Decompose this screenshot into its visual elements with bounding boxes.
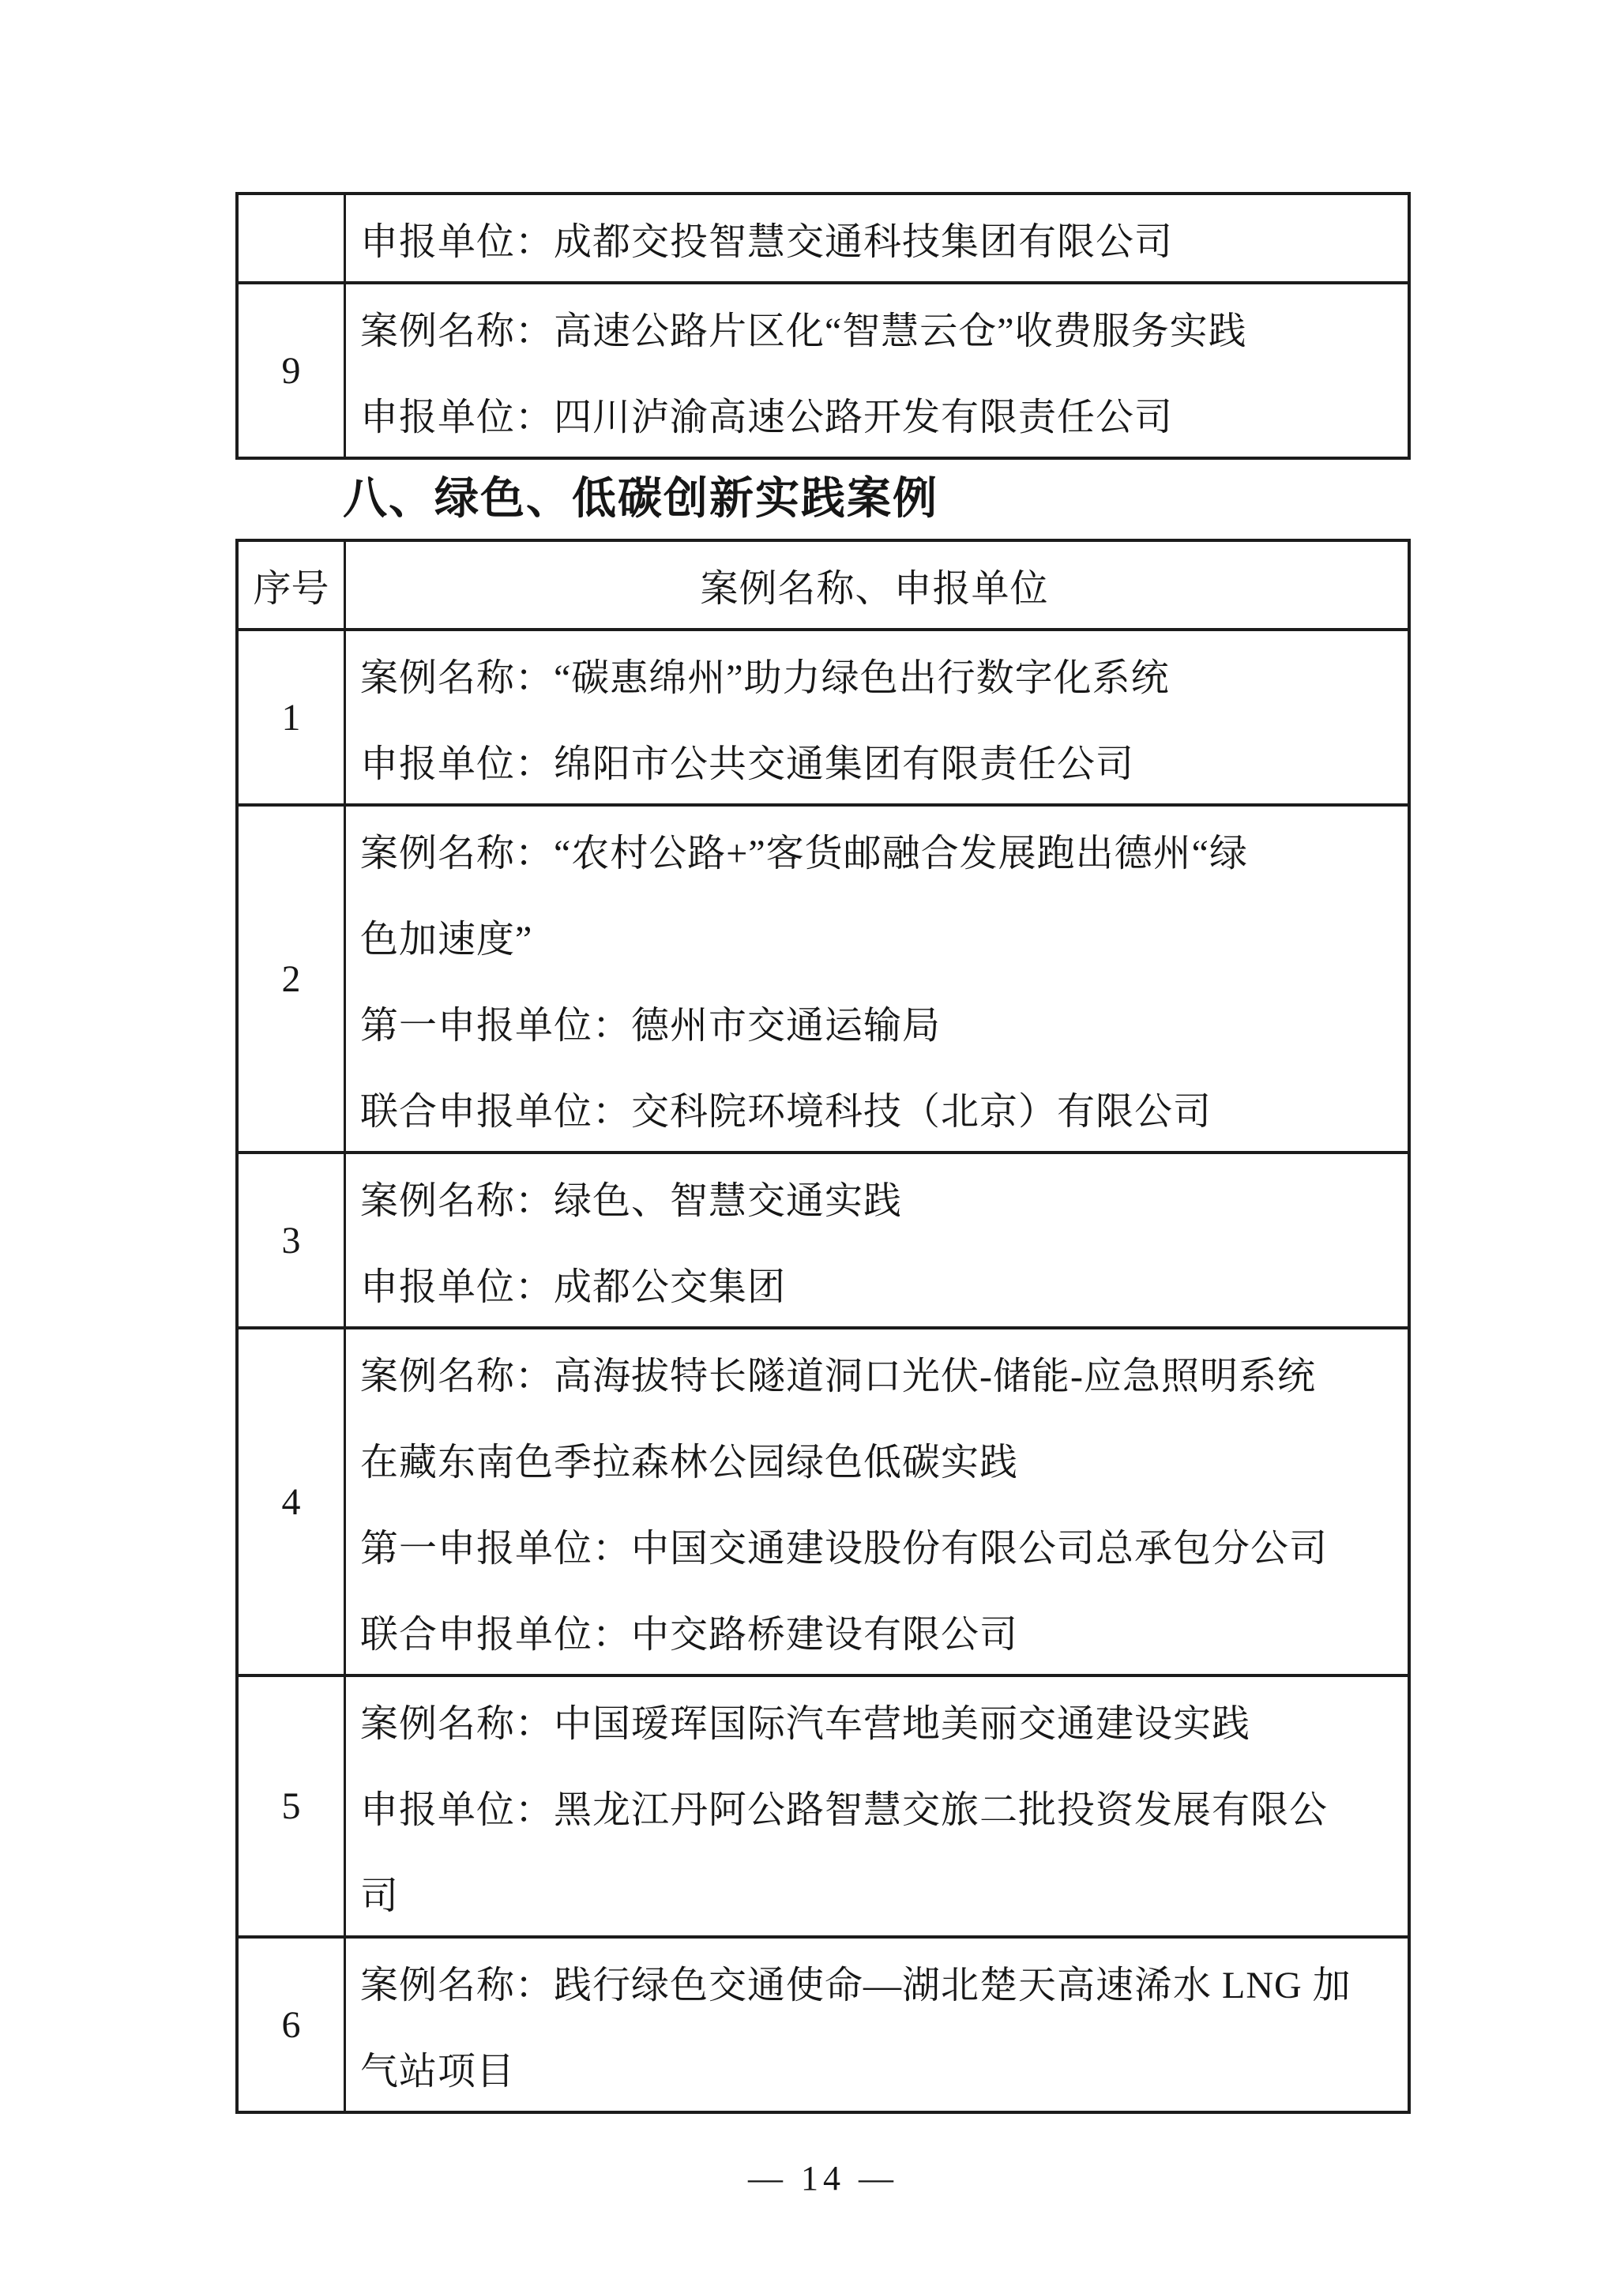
case-line: 申报单位：四川泸渝高速公路开发有限责任公司: [360, 397, 1174, 438]
seq-cell: 9: [239, 284, 346, 457]
table-row: [239, 1151, 1408, 1326]
case-line: 第一申报单位：中国交通建设股份有限公司总承包分公司: [360, 1528, 1329, 1570]
seq-cell: 3: [239, 1154, 346, 1326]
case-line: 申报单位：成都公交集团: [360, 1266, 787, 1308]
case-line: 在藏东南色季拉森林公园绿色低碳实践: [360, 1442, 1019, 1484]
green-lowcarbon-table: [235, 539, 1411, 2114]
content-cell: [346, 631, 1408, 803]
seq-cell: 1: [239, 631, 346, 803]
table-row: [239, 628, 1408, 803]
previous-section-table: [235, 192, 1411, 460]
content-cell: [346, 284, 1408, 457]
content-cell: [346, 807, 1408, 1151]
table-row: [239, 1935, 1408, 2111]
seq-cell: [239, 195, 346, 281]
table-row: [239, 803, 1408, 1151]
seq-header-cell: 序号: [239, 542, 346, 628]
case-line: 案例名称：高海拔特长隧道洞口光伏-储能-应急照明系统: [360, 1356, 1316, 1397]
case-line: 第一申报单位：德州市交通运输局: [360, 1005, 942, 1047]
table-row: [239, 1674, 1408, 1935]
case-line: 申报单位：黑龙江丹阿公路智慧交旅二批投资发展有限公: [360, 1789, 1329, 1831]
case-line: 案例名称：践行绿色交通使命—湖北楚天高速浠水 LNG 加: [360, 1965, 1351, 2006]
page-number: — 14 —: [748, 2159, 898, 2198]
content-header-cell: [346, 542, 1408, 628]
case-line: 申报单位：成都交投智慧交通科技集团有限公司: [360, 221, 1174, 263]
case-line: 气站项目: [360, 2051, 516, 2093]
seq-cell: 4: [239, 1329, 346, 1674]
table-header-row: [239, 542, 1408, 628]
table-row: [239, 195, 1408, 281]
case-line: 案例名称：“碳惠绵州”助力绿色出行数字化系统: [360, 657, 1170, 699]
seq-cell: 5: [239, 1677, 346, 1935]
table-row: [239, 1326, 1408, 1674]
table-row: [239, 281, 1408, 457]
case-line: 司: [360, 1875, 400, 1917]
case-line: 案例名称：“农村公路+”客货邮融合发展跑出德州“绿: [360, 833, 1248, 874]
case-line: 案例名称：高速公路片区化“智慧云仓”收费服务实践: [360, 310, 1247, 352]
case-line: 申报单位：绵阳市公共交通集团有限责任公司: [360, 743, 1135, 785]
case-line: 联合申报单位：交科院环境科技（北京）有限公司: [360, 1091, 1212, 1133]
content-cell: [346, 1329, 1408, 1674]
case-line: 案例名称、申报单位: [700, 568, 1049, 610]
case-line: 案例名称：中国瑷珲国际汽车营地美丽交通建设实践: [360, 1703, 1251, 1745]
section-heading: 八、绿色、低碳创新实践案例: [343, 473, 938, 523]
content-cell: [346, 1154, 1408, 1326]
seq-cell: 6: [239, 1939, 346, 2111]
content-cell: [346, 195, 1408, 281]
content-cell: [346, 1939, 1408, 2111]
content-cell: [346, 1677, 1408, 1935]
case-line: 色加速度”: [360, 919, 533, 961]
seq-cell: 2: [239, 807, 346, 1151]
case-line: 案例名称：绿色、智慧交通实践: [360, 1180, 903, 1222]
case-line: 联合申报单位：中交路桥建设有限公司: [360, 1614, 1019, 1656]
